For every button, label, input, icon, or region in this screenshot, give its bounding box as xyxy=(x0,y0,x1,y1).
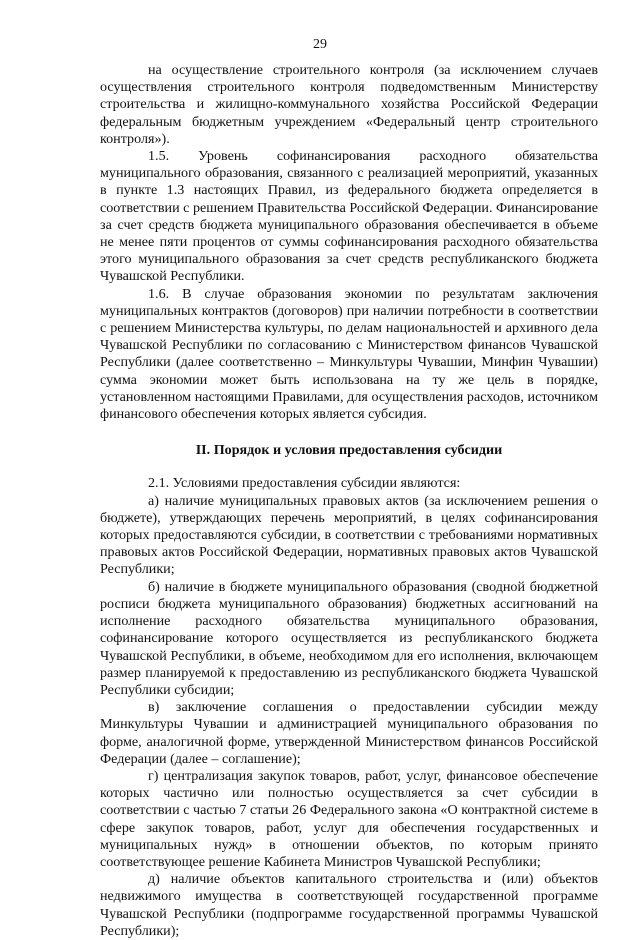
page-number: 29 xyxy=(313,37,327,52)
section-title: II. Порядок и условия предоставления субсидии xyxy=(195,442,503,459)
paragraph-continuation: на осуществление строительного контроля (за исключением случаев осуществления строительного контроля подведомственным Министерству строительства и жилищно-коммунального хозяйства Российской Федерации федеральным бюджетным учреждением «Федеральный центр строительного контроля»). xyxy=(100,62,598,147)
paragraph-2-1-d: д) наличие объектов капитального строительства и (или) объектов недвижимого имущества в соответствующей государственной программе Чувашской Республики (подпрограмме государственной программы Чувашской Республики); xyxy=(100,871,598,939)
paragraph-2-1-b: б) наличие в бюджете муниципального образования (сводной бюджетной росписи бюджета муниципального образования) бюджетных ассигнований на исполнение расходного обязательства муниципального образования, софинансирование которого осуществляется из республиканского бюджета Чувашской Республики, в объеме, необходимом для его исполнения, включающем размер планируемой к предоставлению из республиканского бюджета Чувашской Республики субсидии; xyxy=(100,578,598,698)
paragraph-2-1-v: в) заключение соглашения о предоставлении субсидии между Минкультуры Чувашии и администрацией муниципального образования по форме, аналогичной форме, утвержденной Министерством финансов Российской Федерации (далее – соглашение); xyxy=(100,699,598,767)
paragraph-1-5: 1.5. Уровень софинансирования расходного обязательства муниципального образования, связанного с реализацией мероприятий, указанных в пункте 1.3 настоящих Правил, из федерального бюджета определяется в соответствии с решением Правительства Российской Федерации. Финансирование за счет средств бюджета муниципального образования обеспечивается в объеме не менее пяти процентов от суммы софинансирования расходного обязательства этого муниципального образования за счет средств республиканского бюджета Чувашской Республики. xyxy=(100,148,598,285)
paragraph-2-1-a: а) наличие муниципальных правовых актов (за исключением решения о бюджете), утверждающих перечень мероприятий, в целях софинансирования которых предоставляются субсидии, в соответствии с требованиями нормативных правовых актов Российской Федерации, нормативных правовых актов Чувашской Республики; xyxy=(100,492,598,578)
document-body xyxy=(100,62,598,940)
paragraph-2-1-g: г) централизация закупок товаров, работ, услуг, финансовое обеспечение которых частично или полностью осуществляется за счет субсидии в соответствии с частью 7 статьи 26 Федерального закона «О контрактной системе в сфере закупок товаров, работ, услуг для обеспечения государственных и муниципальных нужд» в отношении объектов, по которым принято соответствующее решение Кабинета Министров Чувашской Республики; xyxy=(100,767,598,870)
paragraph-1-6: 1.6. В случае образования экономии по результатам заключения муниципальных контрактов (договоров) при наличии потребности в соответствии с решением Министерства культуры, по делам национальностей и архивного дела Чувашской Республики по согласованию с Министерством финансов Чувашской Республики (далее соответственно – Минкультуры Чувашии, Минфин Чувашии) сумма экономии может быть использована на ту же цель в порядке, установленном настоящими Правилами, для осуществления расходов, источником финансового обеспечения которых является субсидия. xyxy=(100,285,598,423)
paragraph-2-1: 2.1. Условиями предоставления субсидии являются: xyxy=(148,475,461,492)
